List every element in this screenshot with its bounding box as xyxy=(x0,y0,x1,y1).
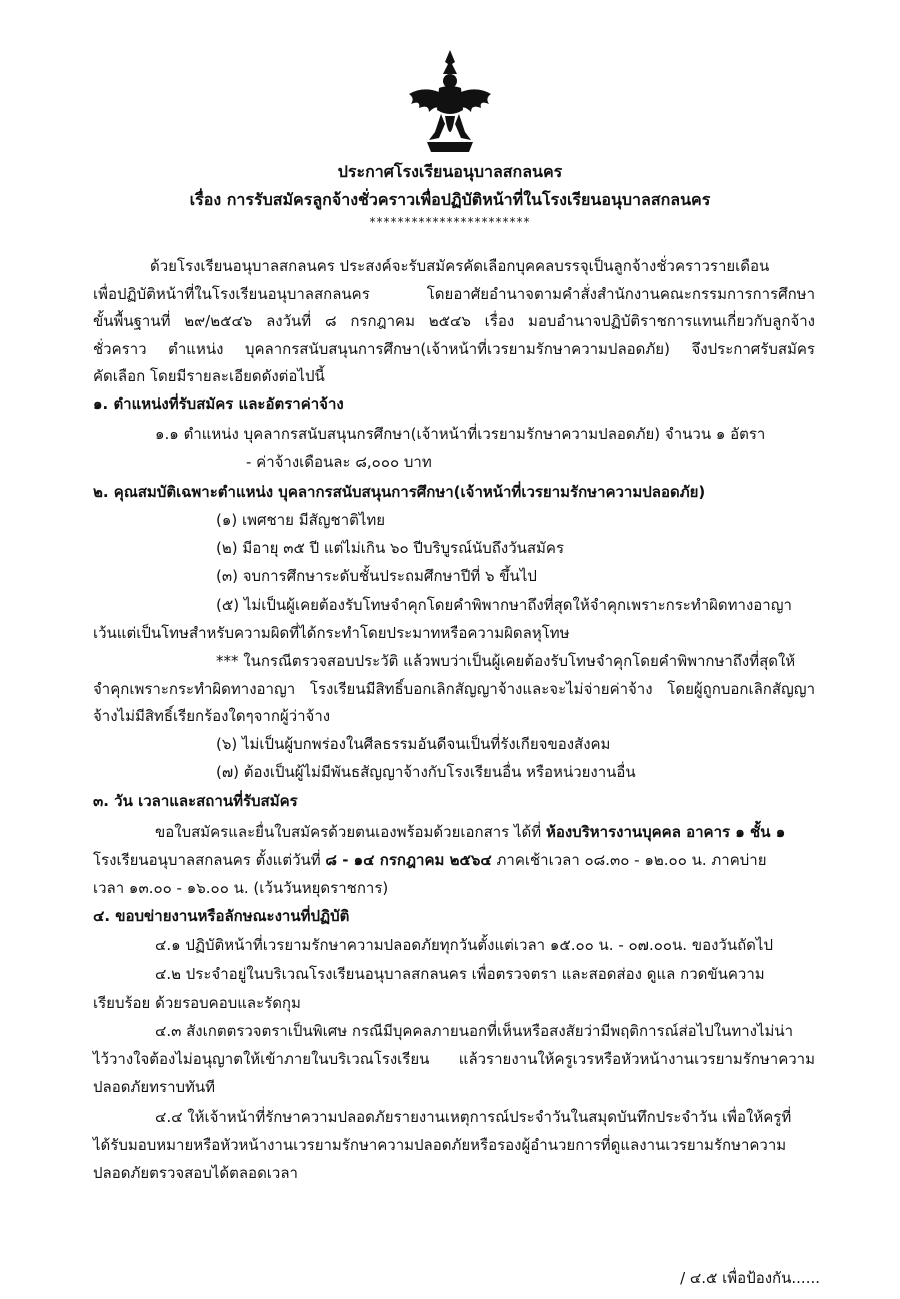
duty-line: ไว้วางใจต้องไม่อนุญาตให้เข้าภายในบริเวณโรงเรียน แล้วรายงานให้ครูเวรหรือหัวหน้างานเวรยามรักษาความ xyxy=(93,1050,815,1068)
page-title: ประกาศโรงเรียนอนุบาลสกลนคร xyxy=(337,162,563,181)
duty-line: เรียบร้อย ด้วยรอบคอบและรัดกุม xyxy=(93,994,301,1012)
qualification-item: เว้นแต่เป็นโทษสำหรับความผิดที่ได้กระทำโดยประมาทหรือความผิดลหุโทษ xyxy=(93,624,570,642)
intro-line: คัดเลือก โดยมีรายละเอียดดังต่อไปนี้ xyxy=(93,367,325,385)
qualification-item: (๑) เพศชาย มีสัญชาติไทย xyxy=(216,511,386,529)
intro-line: ด้วยโรงเรียนอนุบาลสกลนคร ประสงค์จะรับสมัครคัดเลือกบุคคลบรรจุเป็นลูกจ้างชั่วคราวรายเดือน xyxy=(150,257,770,275)
section-1-heading: ๑. ตำแหน่งที่รับสมัคร และอัตราค่าจ้าง xyxy=(93,395,344,413)
duty-line: ได้รับมอบหมายหรือหัวหน้างานเวรยามรักษาความปลอดภัยหรือรองผู้อำนวยการที่ดูแลงานเวรยามรักษาความ xyxy=(93,1136,787,1154)
application-text: ขอใบสมัครและยื่นใบสมัครด้วยตนเองพร้อมด้วยเอกสาร ได้ที่ xyxy=(155,823,546,841)
qualification-item: (๗) ต้องเป็นผู้ไม่มีพันธสัญญาจ้างกับโรงเรียนอื่น หรือหน่วยงานอื่น xyxy=(216,763,636,781)
title-separator: *********************** xyxy=(369,215,531,229)
qualification-item: (๓) จบการศึกษาระดับชั้นประถมศึกษาปีที่ ๖ ขึ้นไป xyxy=(216,567,537,585)
application-line xyxy=(155,822,785,842)
qualification-item: (๖) ไม่เป็นผู้บกพร่องในศีลธรรมอันดีจนเป็นที่รังเกียจของสังคม xyxy=(216,735,611,753)
duty-line: ๔.๓ สังเกตตรวจตราเป็นพิเศษ กรณีมีบุคคลภายนอกที่เห็นหรือสงสัยว่ามีพฤติการณ์ส่อไปในทางไม่น่า xyxy=(155,1022,794,1040)
application-dates: ๘ - ๑๔ กรกฎาคม ๒๕๖๔ xyxy=(325,851,492,869)
garuda-emblem xyxy=(405,48,495,156)
duty-line: ปลอดภัยทราบทันที xyxy=(93,1078,216,1096)
application-location: ห้องบริหารงานบุคคล อาคาร ๑ ชั้น ๑ xyxy=(545,823,786,841)
qualification-note: จ้างไม่มีสิทธิ์เรียกร้องใดๆจากผู้ว่าจ้าง xyxy=(93,707,331,725)
duty-line: ปลอดภัยตรวจสอบได้ตลอดเวลา xyxy=(93,1164,298,1182)
intro-line: เพื่อปฏิบัติหน้าที่ในโรงเรียนอนุบาลสกลนคร โดยอาศัยอำนาจตามคำสั่งสำนักงานคณะกรรมการการศึกษา xyxy=(93,285,815,303)
qualification-note: จำคุกเพราะกระทำผิดทางอาญา โรงเรียนมีสิทธิ์บอกเลิกสัญญาจ้างและจะไม่จ่ายค่าจ้าง โดยผู้ถูกบอกเลิกสัญญา xyxy=(93,680,815,698)
application-text: ภาคเช้าเวลา ๐๘.๓๐ - ๑๒.๐๐ น. ภาคบ่าย xyxy=(491,851,767,869)
page-continuation: / ๔.๕ เพื่อป้องกัน...... xyxy=(680,1269,820,1287)
application-text: โรงเรียนอนุบาลสกลนคร ตั้งแต่วันที่ xyxy=(93,851,326,869)
section-4-heading: ๔. ขอบข่ายงานหรือลักษณะงานที่ปฏิบัติ xyxy=(93,907,350,925)
qualification-item: (๒) มีอายุ ๓๕ ปี แต่ไม่เกิน ๖๐ ปีบริบูรณ์นับถึงวันสมัคร xyxy=(216,539,565,557)
application-line xyxy=(93,850,767,870)
qualification-note: *** ในกรณีตรวจสอบประวัติ แล้วพบว่าเป็นผู้เคยต้องรับโทษจำคุกโดยคำพิพากษาถึงที่สุดให้ xyxy=(216,652,796,670)
duty-line: ๔.๔ ให้เจ้าหน้าที่รักษาความปลอดภัยรายงานเหตุการณ์ประจำวันในสมุดบันทึกประจำวัน เพื่อให้ครูที่ xyxy=(155,1108,792,1126)
section-3-heading: ๓. วัน เวลาและสถานที่รับสมัคร xyxy=(93,792,298,810)
qualification-item: (๕) ไม่เป็นผู้เคยต้องรับโทษจำคุกโดยคำพิพากษาถึงที่สุดให้จำคุกเพราะกระทำผิดทางอาญา xyxy=(216,596,792,614)
duty-line: ๔.๑ ปฏิบัติหน้าที่เวรยามรักษาความปลอดภัยทุกวันตั้งแต่เวลา ๑๕.๐๐ น. - ๐๗.๐๐น. ของวันถัดไป xyxy=(155,936,773,954)
duty-line: ๔.๒ ประจำอยู่ในบริเวณโรงเรียนอนุบาลสกลนคร เพื่อตรวจตรา และสอดส่อง ดูแล กวดขันความ xyxy=(155,965,765,983)
position-item: ๑.๑ ตำแหน่ง บุคลากรสนับสนุนกรศึกษา(เจ้าหน้าที่เวรยามรักษาความปลอดภัย) จำนวน ๑ อัตรา xyxy=(155,425,766,443)
wage-line: - ค่าจ้างเดือนละ ๘,๐๐๐ บาท xyxy=(246,453,432,471)
section-2-heading: ๒. คุณสมบัติเฉพาะตำแหน่ง บุคลากรสนับสนุนการศึกษา(เจ้าหน้าที่เวรยามรักษาความปลอดภัย) xyxy=(93,483,706,501)
intro-line: ชั่วคราว ตำแหน่ง บุคลากรสนับสนุนการศึกษา(เจ้าหน้าที่เวรยามรักษาความปลอดภัย) จึงประกาศรับสมัคร xyxy=(93,340,815,358)
intro-line: ขั้นพื้นฐานที่ ๒๙/๒๕๔๖ ลงวันที่ ๘ กรกฎาคม ๒๕๔๖ เรื่อง มอบอำนาจปฏิบัติราชการแทนเกี่ยวกับลูกจ้าง xyxy=(93,312,815,330)
application-line: เวลา ๑๓.๐๐ - ๑๖.๐๐ น. (เว้นวันหยุดราชการ) xyxy=(93,879,389,897)
page-subject: เรื่อง การรับสมัครลูกจ้างชั่วคราวเพื่อปฏิบัติหน้าที่ในโรงเรียนอนุบาลสกลนคร xyxy=(189,190,711,209)
